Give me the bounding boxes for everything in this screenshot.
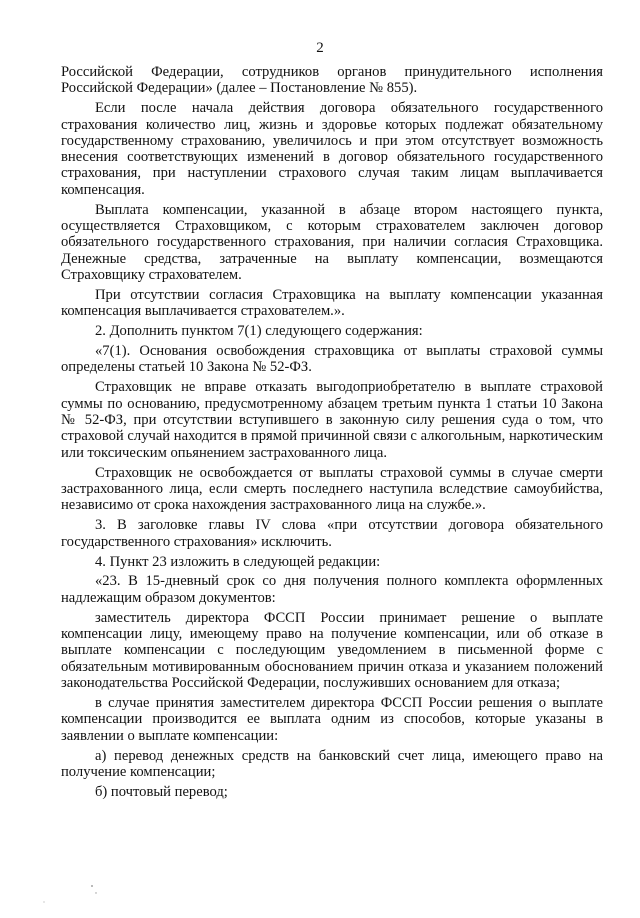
- paragraph: б) почтовый перевод;: [95, 783, 228, 800]
- scan-speck: [95, 892, 96, 893]
- paragraph: При отсутствии согласия Страховщика на выплату компенсации указанная компенсация выплачивается страхователем.».: [61, 286, 603, 320]
- paragraph: а) перевод денежных средств на банковский счет лица, имеющего право на получение компенсации;: [61, 747, 603, 780]
- scan-speck: [43, 901, 44, 902]
- paragraph: 2. Дополнить пунктом 7(1) следующего содержания:: [95, 323, 423, 340]
- paragraph: заместитель директора ФССП России принимает решение о выплате компенсации лицу, имеющему право на получение компенсации, или об отказе в выплате компенсации с последующим уведомлением в письменной форме с обязательным мотивированным обоснованием причин отказа и указанием положений законодательства Российской Федерации, послуживших основанием для отказа;: [61, 609, 603, 691]
- paragraph: Страховщик не освобождается от выплаты страховой суммы в случае смерти застрахованного лица, если смерть последнего наступила вследствие самоубийства, независимо от срока нахождения застрахованного лица на службе.».: [61, 464, 603, 514]
- paragraph: «7(1). Основания освобождения страховщика от выплаты страховой суммы определены статьей 10 Закона № 52-ФЗ.: [61, 343, 603, 376]
- document-body: [61, 64, 603, 804]
- paragraph: Российской Федерации, сотрудников органов принудительного исполнения Российской Федерации» (далее – Постановление № 855).: [61, 64, 603, 97]
- scan-speck: [91, 885, 93, 887]
- paragraph: в случае принятия заместителем директора ФССП России решения о выплате компенсации производится ее выплата одним из способов, которые указаны в заявлении о выплате компенсации:: [61, 694, 603, 744]
- paragraph: Если после начала действия договора обязательного государственного страхования количество лиц, жизнь и здоровье которых подлежат обязательному государственному страхованию, увеличилось и при этом отсутствует возможность внесения соответствующих изменений в договор обязательного государственного страхования, при наступлении страхового случая таким лицам выплачивается компенсация.: [61, 100, 603, 198]
- paragraph: Страховщик не вправе отказать выгодоприобретателю в выплате страховой суммы по основанию, предусмотренному абзацем третьим пункта 1 статьи 10 Закона № 52-ФЗ, при отсутствии вступившего в законную силу решения суда о том, что страховой случай находится в прямой причинной связи с алкогольным, наркотическим или токсическим опьянением застрахованного лица.: [61, 379, 603, 461]
- paragraph: Выплата компенсации, указанной в абзаце втором настоящего пункта, осуществляется Страховщиком, с которым страхователем заключен договор обязательного государственного страхования, при наличии согласия Страховщика. Денежные средства, затраченные на выплату компенсации, возмещаются Страховщику страхователем.: [61, 201, 603, 283]
- paragraph: 3. В заголовке главы IV слова «при отсутствии договора обязательного государственного страхования» исключить.: [61, 517, 603, 550]
- paragraph: «23. В 15-дневный срок со дня получения полного комплекта оформленных надлежащим образом документов:: [61, 573, 603, 606]
- paragraph: 4. Пункт 23 изложить в следующей редакции:: [95, 553, 381, 570]
- page-number: 2: [316, 40, 324, 56]
